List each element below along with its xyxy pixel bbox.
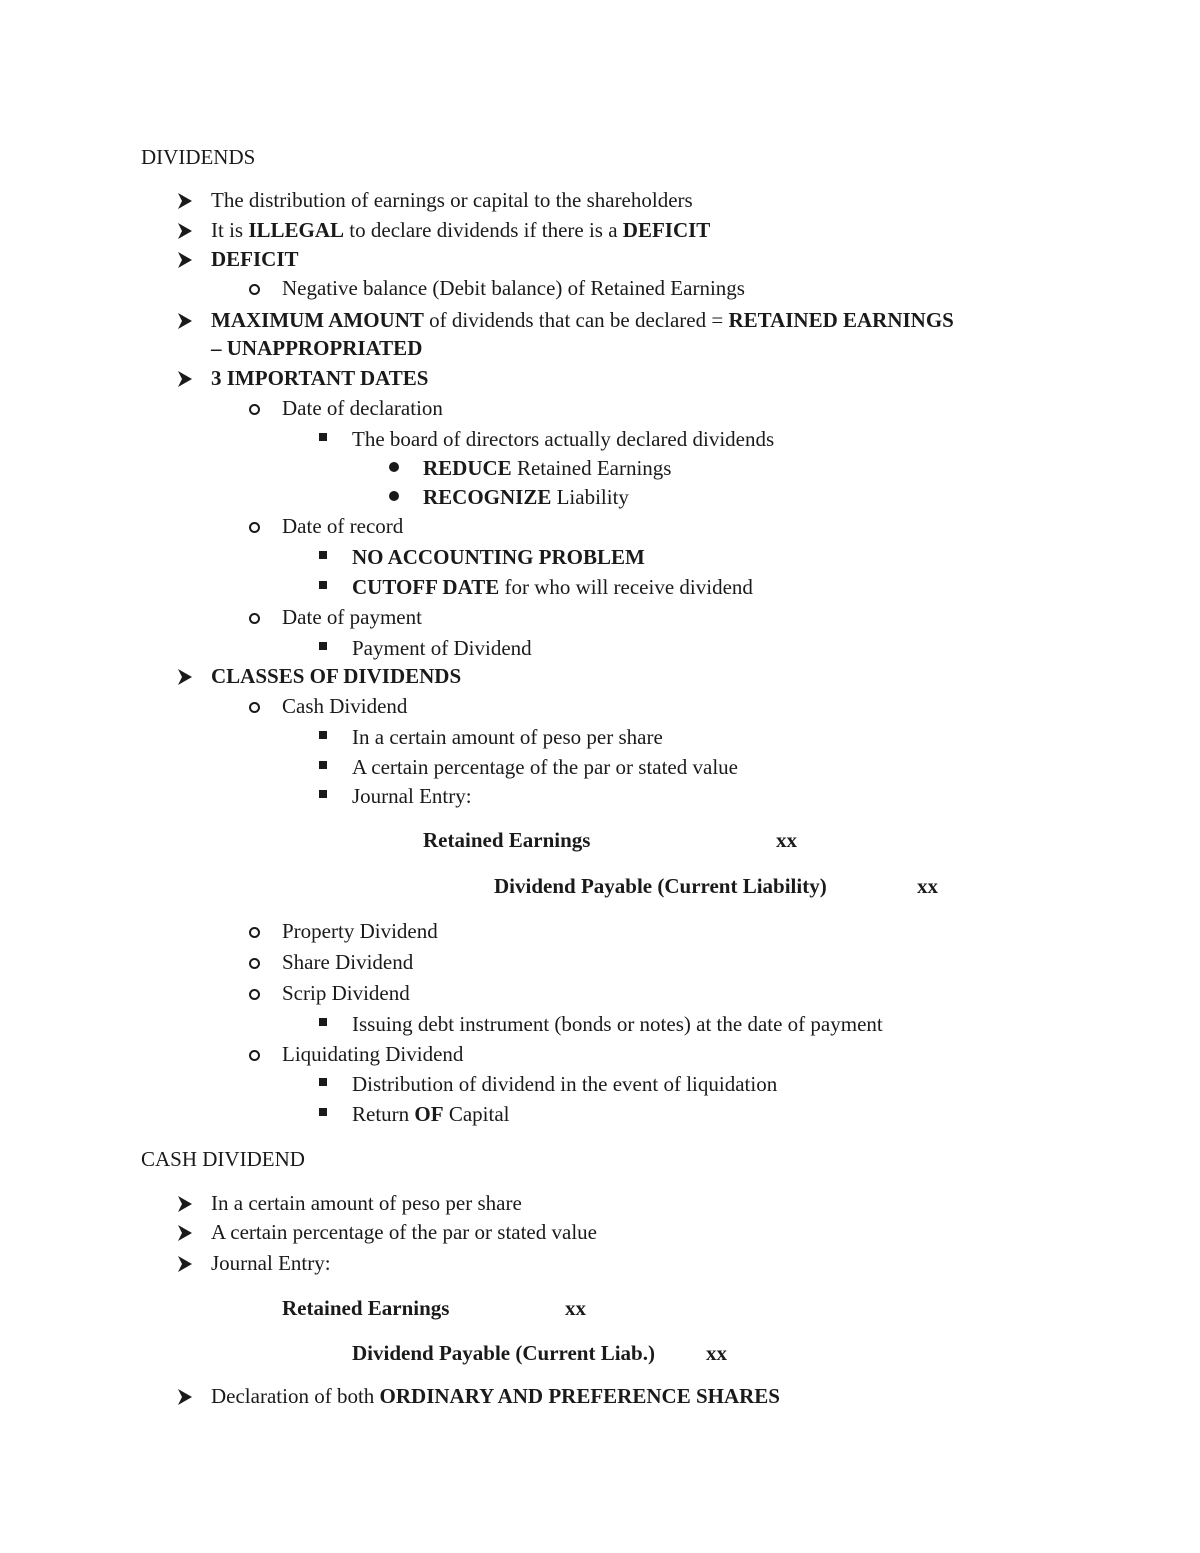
list-item: Liquidating Dividend xyxy=(282,1042,464,1066)
circle-bullet-icon xyxy=(249,404,260,415)
list-item: RECOGNIZE Liability xyxy=(423,485,629,509)
list-item: Date of record xyxy=(282,514,404,538)
list-item: In a certain amount of peso per share xyxy=(211,1191,522,1215)
arrow-bullet-icon xyxy=(176,221,194,241)
list-item: Scrip Dividend xyxy=(282,981,410,1005)
journal-entry-account: Retained Earnings xyxy=(282,1296,450,1320)
journal-entry-account: Dividend Payable (Current Liab.) xyxy=(352,1341,655,1365)
list-item: NO ACCOUNTING PROBLEM xyxy=(352,545,645,569)
list-item: Distribution of dividend in the event of liquidation xyxy=(352,1072,778,1096)
arrow-bullet-icon xyxy=(176,311,194,331)
list-item: Issuing debt instrument (bonds or notes) at the date of payment xyxy=(352,1012,883,1036)
list-item: Negative balance (Debit balance) of Retained Earnings xyxy=(282,276,745,300)
circle-bullet-icon xyxy=(249,958,260,969)
list-item: In a certain amount of peso per share xyxy=(352,725,663,749)
square-bullet-icon xyxy=(319,761,327,769)
list-item: CLASSES OF DIVIDENDS xyxy=(211,664,462,688)
list-item: Declaration of both ORDINARY AND PREFERENCE SHARES xyxy=(211,1384,780,1408)
journal-entry-account: Retained Earnings xyxy=(423,828,591,852)
square-bullet-icon xyxy=(319,1018,327,1026)
list-item: Property Dividend xyxy=(282,919,438,943)
list-item: Cash Dividend xyxy=(282,694,408,718)
arrow-bullet-icon xyxy=(176,369,194,389)
circle-bullet-icon xyxy=(249,927,260,938)
list-item-continuation: – UNAPPROPRIATED xyxy=(211,336,423,360)
list-item: CUTOFF DATE for who will receive dividend xyxy=(352,575,753,599)
list-item: Share Dividend xyxy=(282,950,414,974)
journal-entry-account: Dividend Payable (Current Liability) xyxy=(494,874,827,898)
square-bullet-icon xyxy=(319,1108,327,1116)
list-item: Date of declaration xyxy=(282,396,443,420)
list-item: Journal Entry: xyxy=(352,784,472,808)
list-item: MAXIMUM AMOUNT of dividends that can be declared = RETAINED EARNINGS xyxy=(211,308,954,332)
square-bullet-icon xyxy=(319,642,327,650)
list-item: 3 IMPORTANT DATES xyxy=(211,366,429,390)
journal-entry-amount: xx xyxy=(565,1296,586,1320)
circle-bullet-icon xyxy=(249,989,260,1000)
square-bullet-icon xyxy=(319,790,327,798)
circle-bullet-icon xyxy=(249,284,260,295)
list-item: REDUCE Retained Earnings xyxy=(423,456,672,480)
circle-bullet-icon xyxy=(249,522,260,533)
list-item: DEFICIT xyxy=(211,247,299,271)
arrow-bullet-icon xyxy=(176,667,194,687)
circle-bullet-icon xyxy=(249,613,260,624)
square-bullet-icon xyxy=(319,1078,327,1086)
square-bullet-icon xyxy=(319,731,327,739)
arrow-bullet-icon xyxy=(176,1254,194,1274)
list-item: Return OF Capital xyxy=(352,1102,510,1126)
arrow-bullet-icon xyxy=(176,1194,194,1214)
square-bullet-icon xyxy=(319,551,327,559)
journal-entry-amount: xx xyxy=(776,828,797,852)
journal-entry-amount: xx xyxy=(917,874,938,898)
dot-bullet-icon xyxy=(389,462,399,472)
arrow-bullet-icon xyxy=(176,250,194,270)
square-bullet-icon xyxy=(319,433,327,441)
list-item: The board of directors actually declared dividends xyxy=(352,427,775,451)
section-heading-dividends: DIVIDENDS xyxy=(141,145,256,169)
arrow-bullet-icon xyxy=(176,191,194,211)
journal-entry-amount: xx xyxy=(706,1341,727,1365)
circle-bullet-icon xyxy=(249,1050,260,1061)
list-item: It is ILLEGAL to declare dividends if there is a DEFICIT xyxy=(211,218,711,242)
list-item: The distribution of earnings or capital to the shareholders xyxy=(211,188,693,212)
section-heading-cash-dividend: CASH DIVIDEND xyxy=(141,1147,305,1171)
dot-bullet-icon xyxy=(389,491,399,501)
list-item: A certain percentage of the par or stated value xyxy=(211,1220,597,1244)
list-item: A certain percentage of the par or stated value xyxy=(352,755,738,779)
list-item: Journal Entry: xyxy=(211,1251,331,1275)
arrow-bullet-icon xyxy=(176,1387,194,1407)
arrow-bullet-icon xyxy=(176,1223,194,1243)
circle-bullet-icon xyxy=(249,702,260,713)
list-item: Date of payment xyxy=(282,605,422,629)
square-bullet-icon xyxy=(319,581,327,589)
list-item: Payment of Dividend xyxy=(352,636,532,660)
